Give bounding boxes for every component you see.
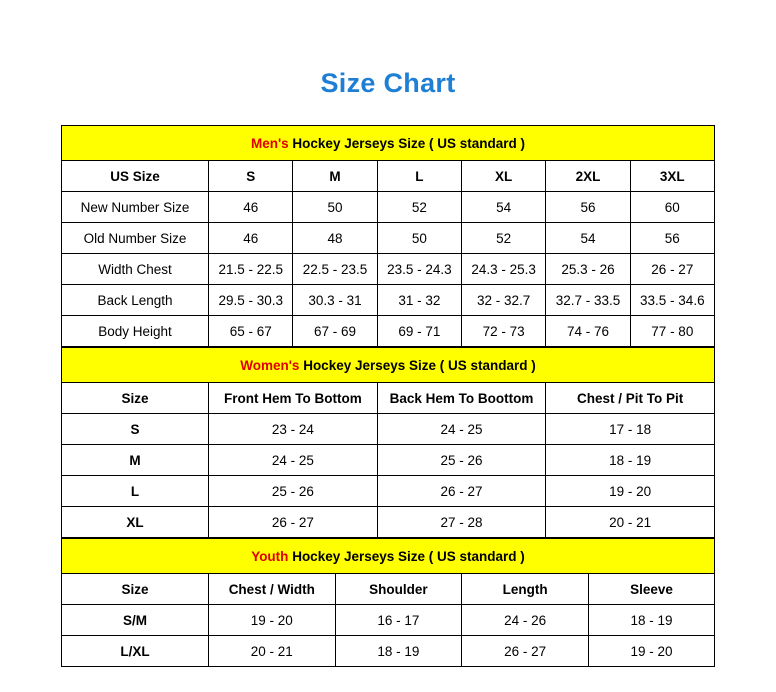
row-label: M <box>62 445 209 476</box>
column-header: Back Hem To Boottom <box>377 383 546 414</box>
size-chart <box>61 125 715 667</box>
row-label: New Number Size <box>62 192 209 223</box>
table-cell: 69 - 71 <box>377 316 461 347</box>
table-row <box>62 476 715 507</box>
table-cell: 24.3 - 25.3 <box>462 254 546 285</box>
row-label: S/M <box>62 605 209 636</box>
table-cell: 26 - 27 <box>377 476 546 507</box>
table-row <box>62 574 715 605</box>
table-cell: 26 - 27 <box>462 636 589 667</box>
table-cell: 23.5 - 24.3 <box>377 254 461 285</box>
womens-size-table <box>61 347 715 538</box>
table-cell: 26 - 27 <box>630 254 714 285</box>
table-cell: 56 <box>546 192 630 223</box>
row-label: Back Length <box>62 285 209 316</box>
womens-section-banner <box>62 348 715 383</box>
table-cell: 20 - 21 <box>546 507 715 538</box>
youth-banner-rest: Hockey Jerseys Size ( US standard ) <box>288 548 525 564</box>
table-cell: 19 - 20 <box>546 476 715 507</box>
row-label: L/XL <box>62 636 209 667</box>
table-cell: 56 <box>630 223 714 254</box>
table-cell: 77 - 80 <box>630 316 714 347</box>
column-header: L <box>377 161 461 192</box>
table-row <box>62 636 715 667</box>
table-cell: 46 <box>209 192 293 223</box>
table-cell: 25 - 26 <box>209 476 378 507</box>
mens-banner-rest: Hockey Jerseys Size ( US standard ) <box>288 135 526 151</box>
table-cell: 74 - 76 <box>546 316 630 347</box>
table-cell: 19 - 20 <box>208 605 335 636</box>
table-cell: 31 - 32 <box>377 285 461 316</box>
table-cell: 25 - 26 <box>377 445 546 476</box>
row-label: Body Height <box>62 316 209 347</box>
column-header: Shoulder <box>335 574 462 605</box>
table-row <box>62 316 715 347</box>
mens-banner-row <box>62 126 715 161</box>
column-header: US Size <box>62 161 209 192</box>
table-row <box>62 254 715 285</box>
table-cell: 23 - 24 <box>209 414 378 445</box>
table-cell: 46 <box>209 223 293 254</box>
table-row <box>62 285 715 316</box>
column-header: Front Hem To Bottom <box>209 383 378 414</box>
column-header: 2XL <box>546 161 630 192</box>
womens-banner-rest: Hockey Jerseys Size ( US standard ) <box>299 357 536 373</box>
table-cell: 19 - 20 <box>588 636 714 667</box>
table-cell: 52 <box>377 192 461 223</box>
table-cell: 65 - 67 <box>209 316 293 347</box>
table-cell: 18 - 19 <box>588 605 714 636</box>
column-header: Sleeve <box>588 574 714 605</box>
mens-section-banner <box>62 126 715 161</box>
row-label: Width Chest <box>62 254 209 285</box>
row-label: S <box>62 414 209 445</box>
table-cell: 29.5 - 30.3 <box>209 285 293 316</box>
table-cell: 54 <box>462 192 546 223</box>
page-title: Size Chart <box>320 68 456 98</box>
youth-banner-accent: Youth <box>251 548 289 564</box>
table-cell: 26 - 27 <box>209 507 378 538</box>
table-cell: 18 - 19 <box>335 636 462 667</box>
womens-banner-accent: Women's <box>240 357 300 373</box>
table-cell: 27 - 28 <box>377 507 546 538</box>
column-header: Chest / Pit To Pit <box>546 383 715 414</box>
table-cell: 50 <box>377 223 461 254</box>
table-row <box>62 414 715 445</box>
table-cell: 52 <box>462 223 546 254</box>
column-header: M <box>293 161 377 192</box>
table-cell: 54 <box>546 223 630 254</box>
youth-size-table <box>61 538 715 667</box>
column-header: Chest / Width <box>208 574 335 605</box>
table-row <box>62 605 715 636</box>
table-row <box>62 507 715 538</box>
table-row <box>62 161 715 192</box>
table-cell: 17 - 18 <box>546 414 715 445</box>
table-row <box>62 223 715 254</box>
table-cell: 48 <box>293 223 377 254</box>
column-header: Size <box>62 574 209 605</box>
table-cell: 33.5 - 34.6 <box>630 285 714 316</box>
table-cell: 24 - 26 <box>462 605 589 636</box>
mens-banner-accent: Men's <box>250 135 289 151</box>
table-cell: 25.3 - 26 <box>546 254 630 285</box>
column-header: Size <box>62 383 209 414</box>
row-label: XL <box>62 507 209 538</box>
row-label: Old Number Size <box>62 223 209 254</box>
table-cell: 22.5 - 23.5 <box>293 254 377 285</box>
table-cell: 32.7 - 33.5 <box>546 285 630 316</box>
table-cell: 50 <box>293 192 377 223</box>
table-row <box>62 445 715 476</box>
column-header: 3XL <box>630 161 714 192</box>
table-cell: 72 - 73 <box>462 316 546 347</box>
youth-banner-row <box>62 539 715 574</box>
womens-banner-row <box>62 348 715 383</box>
table-cell: 24 - 25 <box>209 445 378 476</box>
table-cell: 30.3 - 31 <box>293 285 377 316</box>
table-row <box>62 192 715 223</box>
table-cell: 21.5 - 22.5 <box>209 254 293 285</box>
column-header: Length <box>462 574 589 605</box>
table-cell: 24 - 25 <box>377 414 546 445</box>
mens-size-table <box>61 125 715 347</box>
table-cell: 16 - 17 <box>335 605 462 636</box>
table-row <box>62 383 715 414</box>
table-cell: 32 - 32.7 <box>462 285 546 316</box>
table-cell: 67 - 69 <box>293 316 377 347</box>
table-cell: 60 <box>630 192 714 223</box>
column-header: XL <box>462 161 546 192</box>
column-header: S <box>209 161 293 192</box>
table-cell: 20 - 21 <box>208 636 335 667</box>
table-cell: 18 - 19 <box>546 445 715 476</box>
row-label: L <box>62 476 209 507</box>
youth-section-banner <box>62 539 715 574</box>
